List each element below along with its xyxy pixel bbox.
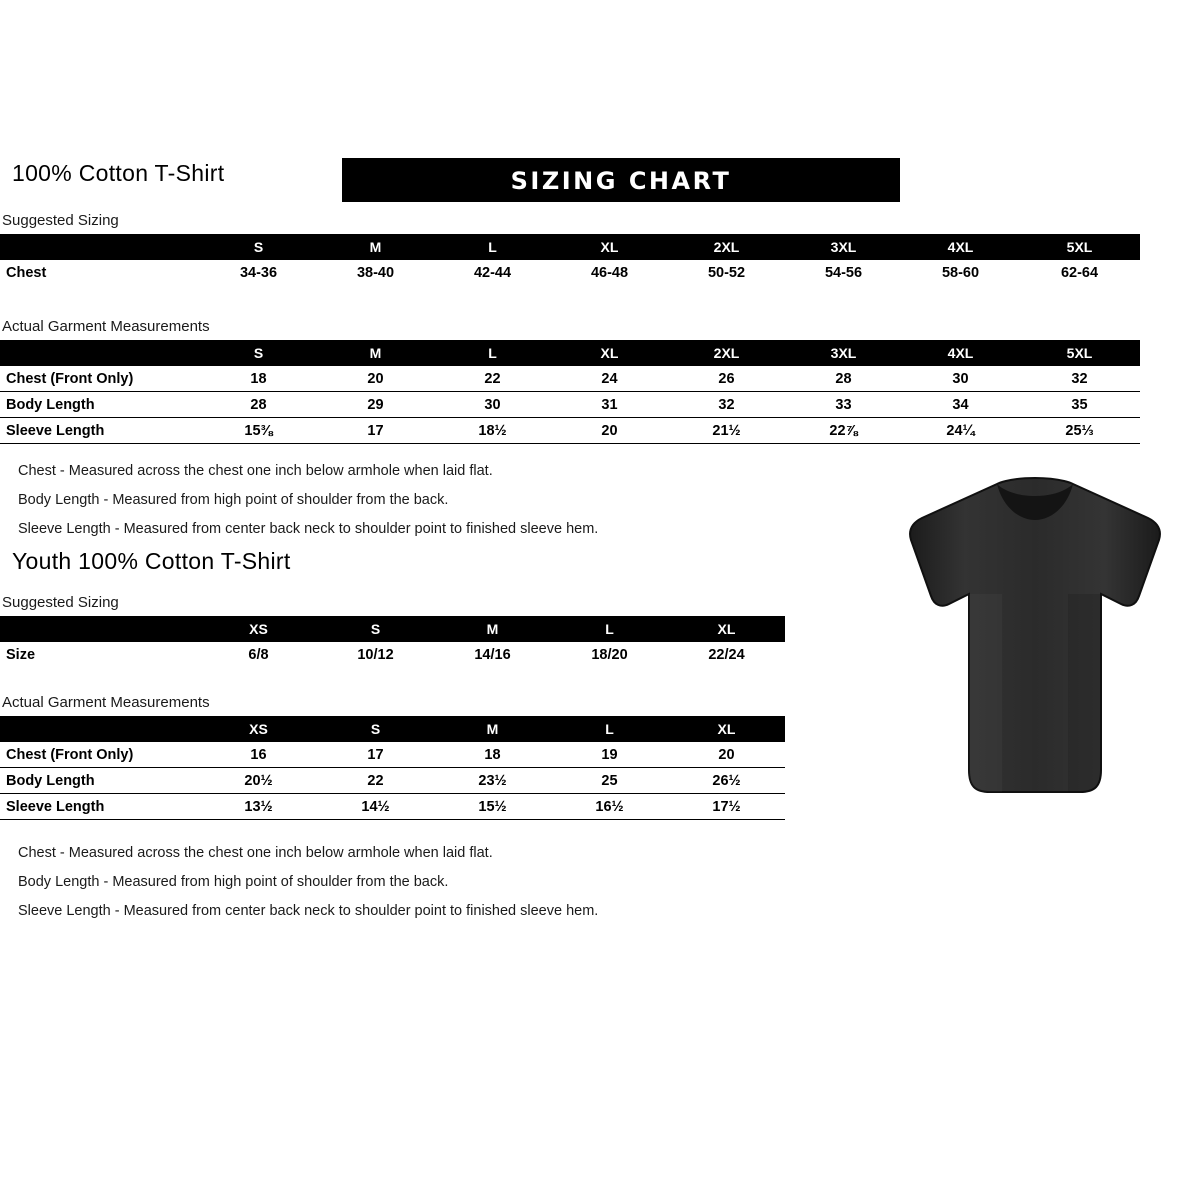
cell: 22/24 bbox=[668, 642, 785, 667]
row-label: Chest bbox=[0, 260, 200, 285]
table-row bbox=[0, 794, 785, 820]
cell: 23½ bbox=[434, 768, 551, 794]
youth-note-chest: Chest - Measured across the chest one inch below armhole when laid flat. bbox=[18, 845, 493, 861]
cell: 26 bbox=[668, 366, 785, 392]
table-row bbox=[0, 742, 785, 768]
col-header: XL bbox=[551, 234, 668, 260]
header bbox=[0, 160, 900, 204]
cell: 32 bbox=[1019, 366, 1140, 392]
youth-actual-table bbox=[0, 716, 785, 820]
col-header: XS bbox=[200, 616, 317, 642]
cell: 42-44 bbox=[434, 260, 551, 285]
col-header: S bbox=[317, 616, 434, 642]
row-label: Chest (Front Only) bbox=[0, 366, 200, 392]
cell: 13½ bbox=[200, 794, 317, 820]
col-header: XL bbox=[668, 716, 785, 742]
col-header bbox=[0, 340, 200, 366]
cell: 29 bbox=[317, 392, 434, 418]
cell: 17 bbox=[317, 742, 434, 768]
table-row bbox=[0, 392, 1140, 418]
col-header: 4XL bbox=[902, 340, 1019, 366]
col-header: L bbox=[434, 340, 551, 366]
table-header-row bbox=[0, 716, 785, 742]
cell: 34 bbox=[902, 392, 1019, 418]
cell: 35 bbox=[1019, 392, 1140, 418]
adult-note-chest: Chest - Measured across the chest one inch below armhole when laid flat. bbox=[18, 463, 493, 479]
cell: 22 bbox=[434, 366, 551, 392]
table-row bbox=[0, 768, 785, 794]
table-header-row bbox=[0, 234, 1140, 260]
adult-actual-table bbox=[0, 340, 1140, 444]
adult-note-body-length: Body Length - Measured from high point of shoulder from the back. bbox=[18, 492, 449, 508]
table-header-row bbox=[0, 616, 785, 642]
cell: 28 bbox=[200, 392, 317, 418]
cell: 16½ bbox=[551, 794, 668, 820]
col-header: M bbox=[434, 616, 551, 642]
tshirt-icon bbox=[890, 470, 1180, 810]
col-header: L bbox=[551, 616, 668, 642]
cell: 20½ bbox=[200, 768, 317, 794]
cell: 32 bbox=[668, 392, 785, 418]
cell: 62-64 bbox=[1019, 260, 1140, 285]
col-header: S bbox=[317, 716, 434, 742]
col-header: M bbox=[317, 340, 434, 366]
adult-suggested-label: Suggested Sizing bbox=[2, 212, 119, 229]
cell: 14/16 bbox=[434, 642, 551, 667]
col-header: 5XL bbox=[1019, 340, 1140, 366]
cell: 22⅞ bbox=[785, 418, 902, 444]
col-header: 4XL bbox=[902, 234, 1019, 260]
product-image bbox=[890, 470, 1180, 810]
youth-section-title: Youth 100% Cotton T-Shirt bbox=[12, 548, 291, 574]
cell: 18½ bbox=[434, 418, 551, 444]
row-label: Sleeve Length bbox=[0, 418, 200, 444]
cell: 38-40 bbox=[317, 260, 434, 285]
cell: 14½ bbox=[317, 794, 434, 820]
cell: 24¼ bbox=[902, 418, 1019, 444]
row-label: Size bbox=[0, 642, 200, 667]
youth-note-sleeve-length: Sleeve Length - Measured from center back neck to shoulder point to finished sleeve hem. bbox=[18, 903, 599, 919]
col-header: 2XL bbox=[668, 234, 785, 260]
cell: 17½ bbox=[668, 794, 785, 820]
col-header bbox=[0, 716, 200, 742]
row-label: Chest (Front Only) bbox=[0, 742, 200, 768]
youth-suggested-table bbox=[0, 616, 785, 667]
col-header bbox=[0, 616, 200, 642]
table-row bbox=[0, 260, 1140, 285]
cell: 46-48 bbox=[551, 260, 668, 285]
col-header: 2XL bbox=[668, 340, 785, 366]
col-header: M bbox=[317, 234, 434, 260]
cell: 25 bbox=[551, 768, 668, 794]
cell: 30 bbox=[902, 366, 1019, 392]
cell: 25⅓ bbox=[1019, 418, 1140, 444]
cell: 17 bbox=[317, 418, 434, 444]
col-header: 3XL bbox=[785, 340, 902, 366]
cell: 21½ bbox=[668, 418, 785, 444]
col-header bbox=[0, 234, 200, 260]
cell: 22 bbox=[317, 768, 434, 794]
sizing-chart-banner-label: SIZING CHART bbox=[510, 167, 732, 195]
cell: 31 bbox=[551, 392, 668, 418]
cell: 6/8 bbox=[200, 642, 317, 667]
cell: 58-60 bbox=[902, 260, 1019, 285]
sizing-chart-banner bbox=[342, 158, 900, 202]
table-row bbox=[0, 366, 1140, 392]
page-title: 100% Cotton T-Shirt bbox=[12, 160, 225, 186]
cell: 54-56 bbox=[785, 260, 902, 285]
cell: 16 bbox=[200, 742, 317, 768]
cell: 18/20 bbox=[551, 642, 668, 667]
youth-note-body-length: Body Length - Measured from high point of shoulder from the back. bbox=[18, 874, 449, 890]
adult-note-sleeve-length: Sleeve Length - Measured from center back neck to shoulder point to finished sleeve hem. bbox=[18, 521, 599, 537]
cell: 19 bbox=[551, 742, 668, 768]
cell: 33 bbox=[785, 392, 902, 418]
col-header: M bbox=[434, 716, 551, 742]
cell: 26½ bbox=[668, 768, 785, 794]
col-header: 5XL bbox=[1019, 234, 1140, 260]
youth-actual-label: Actual Garment Measurements bbox=[2, 694, 210, 711]
row-label: Body Length bbox=[0, 768, 200, 794]
table-header-row bbox=[0, 340, 1140, 366]
cell: 18 bbox=[434, 742, 551, 768]
col-header: XL bbox=[668, 616, 785, 642]
col-header: L bbox=[434, 234, 551, 260]
cell: 10/12 bbox=[317, 642, 434, 667]
col-header: L bbox=[551, 716, 668, 742]
cell: 15½ bbox=[434, 794, 551, 820]
cell: 20 bbox=[668, 742, 785, 768]
cell: 20 bbox=[551, 418, 668, 444]
table-row bbox=[0, 418, 1140, 444]
cell: 24 bbox=[551, 366, 668, 392]
row-label: Body Length bbox=[0, 392, 200, 418]
adult-suggested-table bbox=[0, 234, 1140, 285]
table-row bbox=[0, 642, 785, 667]
col-header: S bbox=[200, 234, 317, 260]
cell: 20 bbox=[317, 366, 434, 392]
cell: 28 bbox=[785, 366, 902, 392]
col-header: 3XL bbox=[785, 234, 902, 260]
cell: 15⅜ bbox=[200, 418, 317, 444]
adult-actual-label: Actual Garment Measurements bbox=[2, 318, 210, 335]
cell: 30 bbox=[434, 392, 551, 418]
col-header: XS bbox=[200, 716, 317, 742]
cell: 18 bbox=[200, 366, 317, 392]
col-header: XL bbox=[551, 340, 668, 366]
cell: 34-36 bbox=[200, 260, 317, 285]
row-label: Sleeve Length bbox=[0, 794, 200, 820]
cell: 50-52 bbox=[668, 260, 785, 285]
col-header: S bbox=[200, 340, 317, 366]
youth-suggested-label: Suggested Sizing bbox=[2, 594, 119, 611]
